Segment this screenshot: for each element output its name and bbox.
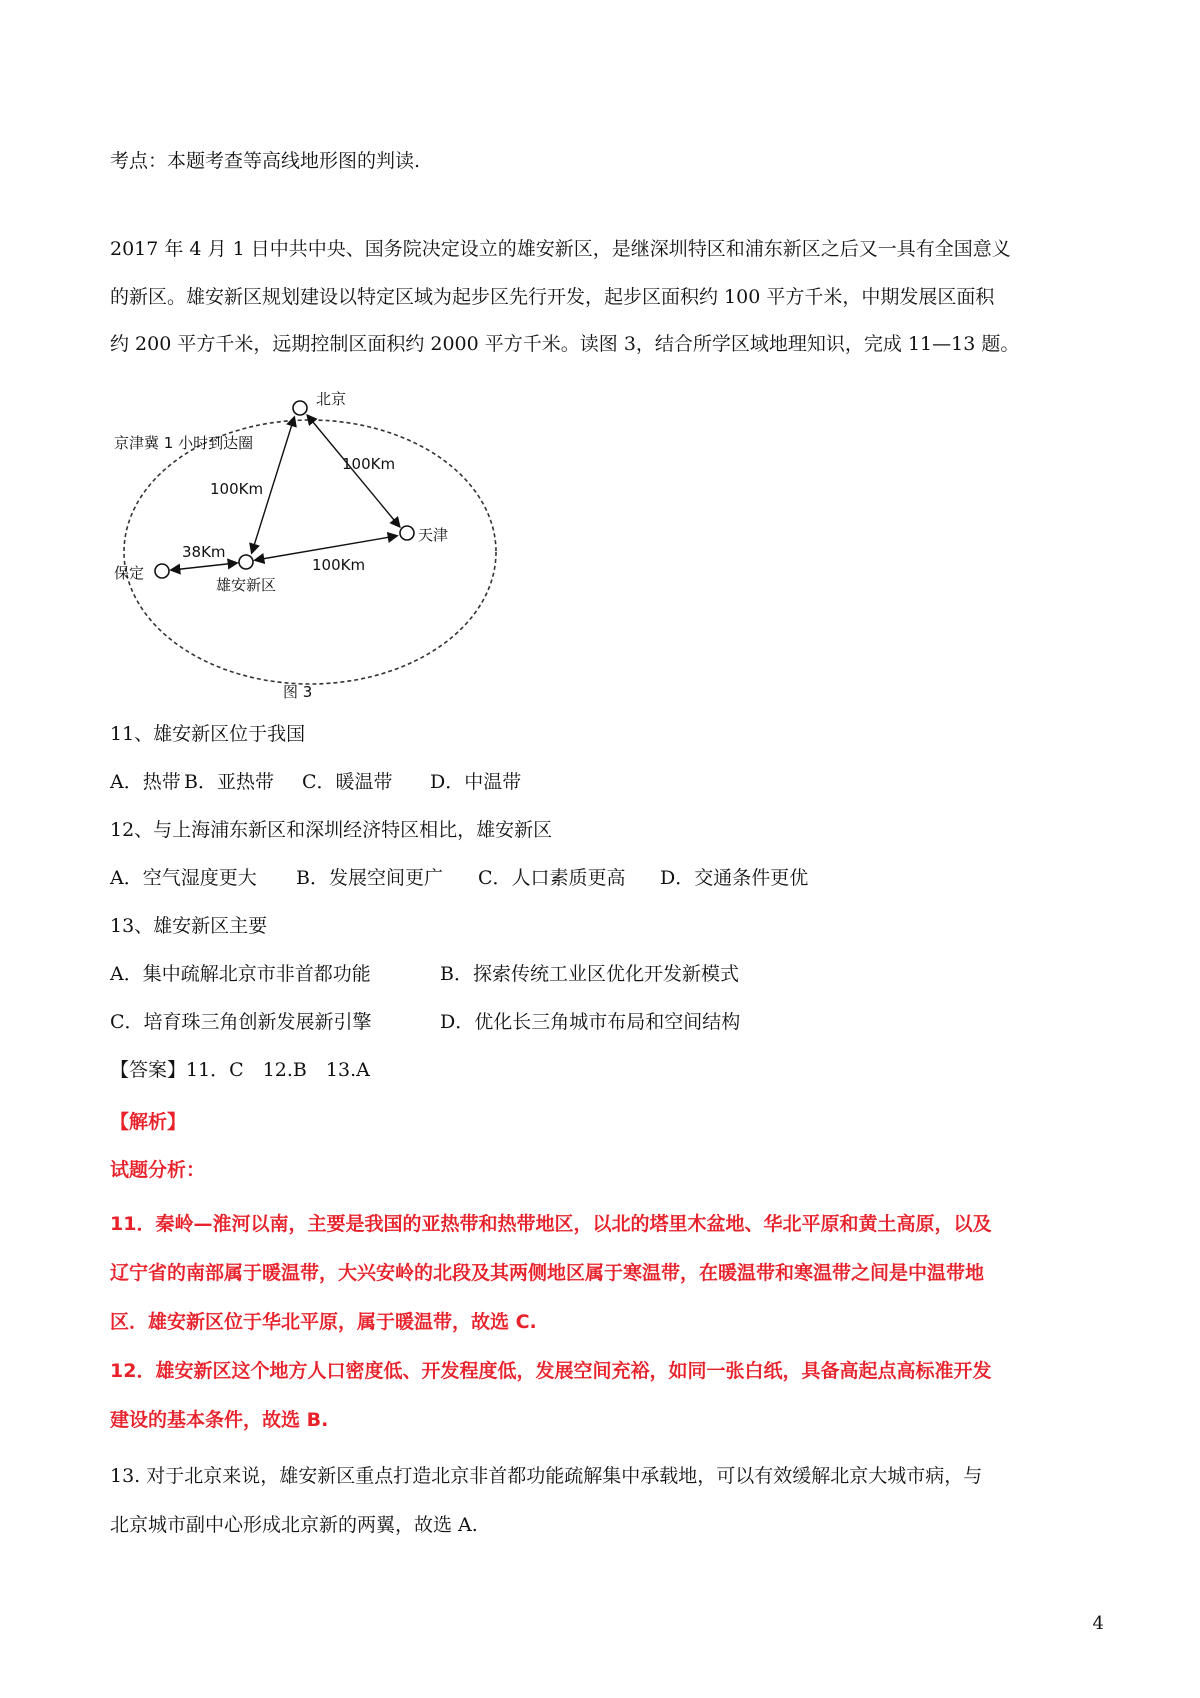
baoding-marker [155,564,169,578]
analysis-11-line-1: 11．秦岭—淮河以南，主要是我国的亚热带和热带地区，以北的塔里木盆地、华北平原和黄土高原，以及 [110,1213,992,1235]
analysis-13-line-1: 13. 对于北京来说，雄安新区重点打造北京非首都功能疏解集中承载地，可以有效缓解北京大城市病，与 [110,1465,983,1487]
tianjin-label: 天津 [418,526,449,544]
distance-beijing-tianjin: 100Km [342,455,396,473]
q13-option-c: C．培育珠三角创新发展新引擎 [110,1011,372,1033]
q13-option-d: D．优化长三角城市布局和空间结构 [440,1011,741,1033]
analysis-12-line-1: 12．雄安新区这个地方人口密度低、开发程度低，发展空间充裕，如同一张白纸，具备高起点高标准开发 [110,1360,992,1382]
kaodian-line: 考点：本题考查等高线地形图的判读. [110,150,421,172]
arrow-baoding-xiongan [172,563,236,570]
q11-option-c: C．暖温带 [302,771,393,793]
beijing-label: 北京 [316,390,347,408]
intro-line-1: 2017 年 4 月 1 日中共中央、国务院决定设立的雄安新区，是继深圳特区和浦东新区之后又一具有全国意义 [110,238,1011,260]
q13-stem: 13、雄安新区主要 [110,915,268,937]
analysis-12-line-2: 建设的基本条件，故选 B. [110,1409,329,1431]
q11-stem: 11、雄安新区位于我国 [110,723,306,745]
q11-option-d: D．中温带 [430,771,522,793]
answer-line: 【答案】11．C 12.B 13.A [110,1059,370,1081]
figure-caption: 图 3 [283,683,313,701]
intro-line-2: 的新区。雄安新区规划建设以特定区域为起步区先行开发，起步区面积约 100 平方千米，中期发展区面积 [110,286,995,308]
xiongan-marker [239,555,253,569]
one-hour-circle [124,420,496,684]
q11-option-a: A．热带 [110,771,181,793]
q13-option-b: B．探索传统工业区优化开发新模式 [440,963,739,985]
intro-line-3: 约 200 平方千米，远期控制区面积约 2000 平方千米。读图 3，结合所学区域地理知识，完成 11—13 题。 [110,333,1020,355]
jiexi-subtitle: 试题分析： [110,1159,206,1181]
distance-baoding-xiongan: 38Km [182,543,226,561]
q12-option-d: D．交通条件更优 [660,867,809,889]
beijing-marker [293,401,307,415]
ellipse-label: 京津冀 1 小时到达圈 [114,434,254,452]
distance-xiongan-tianjin: 100Km [312,556,366,574]
q12-option-c: C．人口素质更高 [478,867,626,889]
analysis-11-line-3: 区．雄安新区位于华北平原，属于暖温带，故选 C. [110,1311,537,1333]
analysis-13-line-2: 北京城市副中心形成北京新的两翼，故选 A. [110,1514,478,1536]
jiexi-title: 【解析】 [110,1111,187,1133]
q11-options [110,769,1100,795]
q12-options [110,865,1100,891]
tianjin-marker [400,526,414,540]
q12-option-a: A．空气湿度更大 [110,867,257,889]
q13-options-row-2 [110,1009,1100,1035]
q12-stem: 12、与上海浦东新区和深圳经济特区相比，雄安新区 [110,819,553,841]
q11-option-b: B．亚热带 [184,771,274,793]
analysis-11-line-2: 辽宁省的南部属于暖温带，大兴安岭的北段及其两侧地区属于寒温带，在暖温带和寒温带之间是中温带地 [110,1262,985,1284]
distance-beijing-xiongan: 100Km [210,480,264,498]
page-number: 4 [1092,1613,1104,1634]
xiongan-label: 雄安新区 [216,576,277,594]
q13-option-a: A．集中疏解北京市非首都功能 [110,963,371,985]
baoding-label: 保定 [114,564,145,582]
q13-options-row-1 [110,961,1100,987]
q12-option-b: B．发展空间更广 [296,867,443,889]
figure-3-diagram [110,390,510,705]
